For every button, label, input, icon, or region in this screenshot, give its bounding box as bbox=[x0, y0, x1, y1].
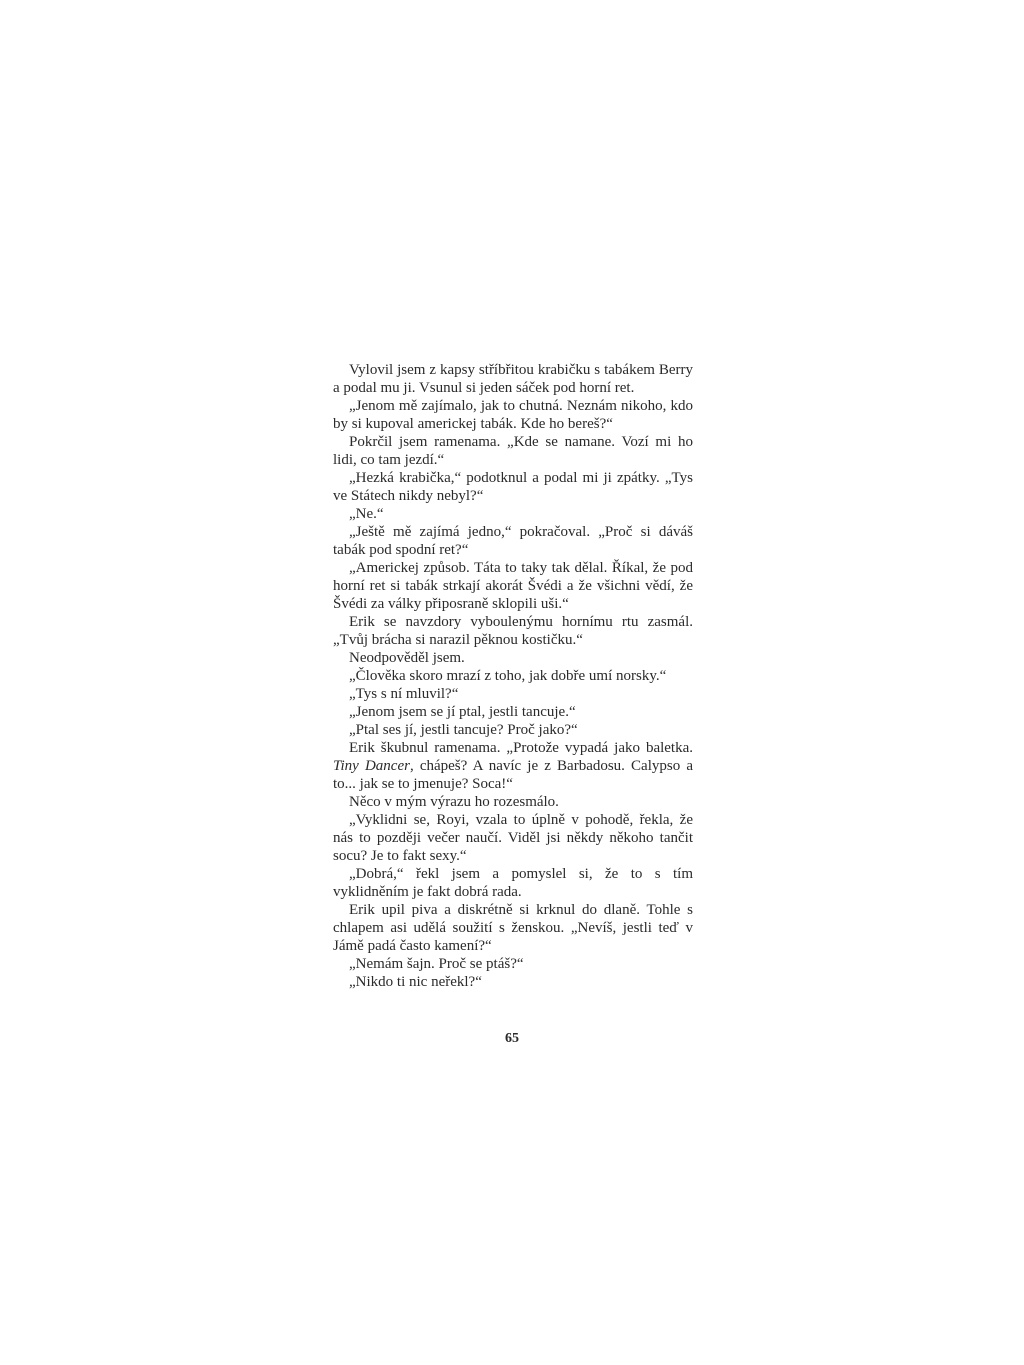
paragraph: „Jenom jsem se jí ptal, jestli tancuje.“ bbox=[349, 704, 576, 720]
paragraph: „Nemám šajn. Proč se ptáš?“ bbox=[349, 956, 524, 972]
paragraph: „Tys s ní mluvil?“ bbox=[349, 686, 459, 702]
paragraph: „Nikdo ti nic neřekl?“ bbox=[349, 974, 482, 990]
page-number: 65 bbox=[505, 1031, 519, 1046]
italic-title: Tiny Dancer bbox=[333, 758, 410, 774]
paragraph: „Hezká krabička,“ podotknul a podal mi ji zpátky. „Tys ve Státech nikdy nebyl?“ bbox=[333, 470, 693, 504]
paragraph: „Člověka skoro mrazí z toho, jak dobře umí norsky.“ bbox=[349, 668, 667, 684]
paragraph: „Americkej způsob. Táta to taky tak dělal. Říkal, že pod horní ret si tabák strkají akorát Švédi a že všichni vědí, že Švédi za války připosraně sklopili uši.“ bbox=[333, 560, 693, 612]
paragraph: „Vyklidni se, Royi, vzala to úplně v pohodě, řekla, že nás to později večer naučí. Viděl jsi někdy někoho tančit socu? Je to fakt sexy.“ bbox=[333, 812, 693, 864]
paragraph-with-italic: Erik škubnul ramenama. „Protože vypadá jako baletka. Tiny Dancer, chápeš? A navíc je z Barbadosu. Calypso a to... jak se to jmenuje? Soca!“ bbox=[333, 740, 694, 792]
paragraph: „Ne.“ bbox=[349, 506, 384, 522]
body-text bbox=[333, 361, 693, 991]
paragraph: Erik upil piva a diskrétně si krknul do dlaně. Tohle s chlapem asi udělá soužití s ženskou. „Nevíš, jestli teď v Jámě padá často kamení?“ bbox=[333, 902, 693, 954]
paragraph: Erik se navzdory vyboulenýmu hornímu rtu zasmál. „Tvůj brácha si narazil pěknou kostičku.“ bbox=[333, 614, 693, 648]
paragraph: Pokrčil jsem ramenama. „Kde se namane. Vozí mi ho lidi, co tam jezdí.“ bbox=[333, 434, 693, 468]
paragraph: „Ptal ses jí, jestli tancuje? Proč jako?“ bbox=[349, 722, 578, 738]
paragraph: Vylovil jsem z kapsy stříbřitou krabičku s tabákem Berry a podal mu ji. Vsunul si jeden sáček pod horní ret. bbox=[333, 362, 693, 396]
paragraph: „Jenom mě zajímalo, jak to chutná. Neznám nikoho, kdo by si kupoval americkej tabák. Kde ho bereš?“ bbox=[333, 398, 693, 432]
paragraph: „Dobrá,“ řekl jsem a pomyslel si, že to s tím vyklidněním je fakt dobrá rada. bbox=[333, 866, 693, 900]
paragraph: „Ještě mě zajímá jedno,“ pokračoval. „Proč si dáváš tabák pod spodní ret?“ bbox=[333, 524, 693, 558]
paragraph: Neodpověděl jsem. bbox=[349, 650, 465, 666]
paragraph: Něco v mým výrazu ho rozesmálo. bbox=[349, 794, 559, 810]
